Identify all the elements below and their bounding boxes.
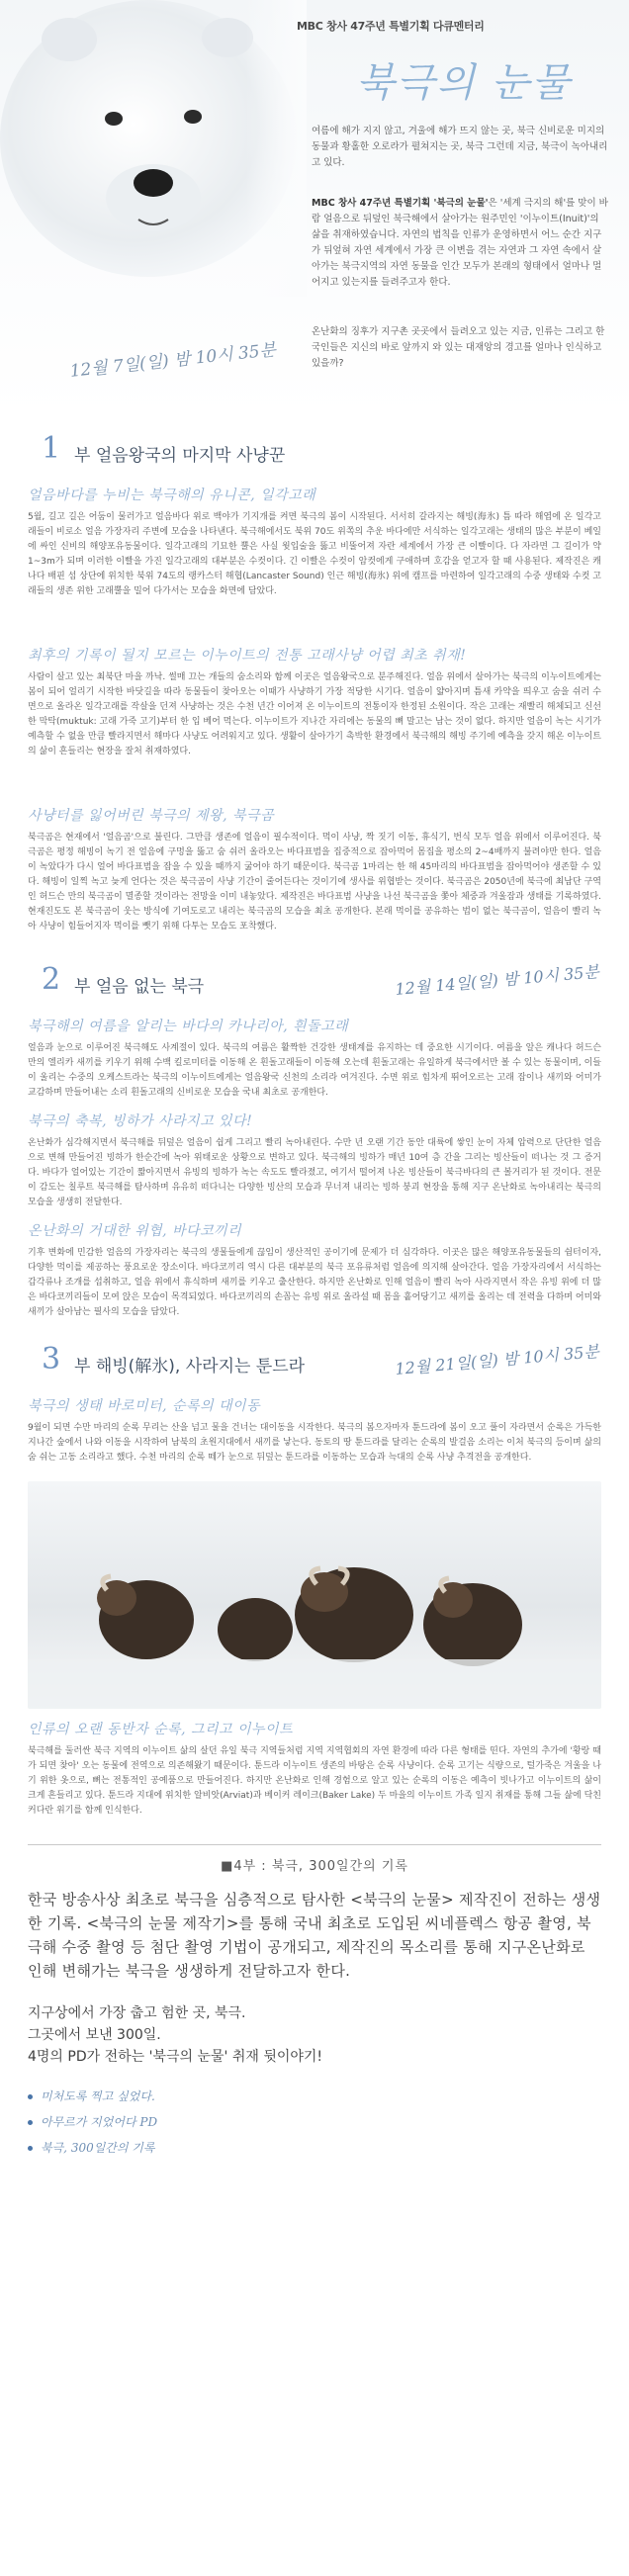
bullet-icon: [28, 2146, 33, 2151]
polar-bear-image: [0, 0, 307, 297]
hero-title: 북극의 눈물: [356, 60, 572, 106]
link-item[interactable]: [28, 2084, 601, 2109]
part-2-section-2: [0, 1110, 629, 1210]
part-1-section-3: [0, 805, 629, 934]
section-body: 북극곰은 현재에서 '얼음곰'으로 불린다. 그만큼 생존에 얼음이 필수적이다. 먹이 사냥, 짝 짓기 이동, 휴식기, 번식 모두 얼음 위에서 이루어진다. 북극곰은 평정 해빙이 녹기 전 얼음에 구멍을 뚫고 숨 쉬러 올라오는 바다표범을 집중적으로 잡아먹어 몸집을 평소의 2~4배까지 불려야만 한다. 얼음이 녹았다가 다시 얼어 바다표범을 잡을 수 있을 때까지 굶어야 하기 때문이다. 북극곰 1마리는 한 해 45마리의 바다표범을 잡아먹어야 생존할 수 있다. 해빙이 일찍 녹고 늦게 언다는 것은 북극곰이 사냥 기간이 줄어든다는 것이기에 생사를 위협받는 것이다. 북극곰은 2050년에 북극에 최남단 구역인 허드슨 만의 북극곰이 멸종할 것이라는 전망을 이미 내놓았다. 제작진은 바다표범 사냥을 나선 북극곰을 쫓아 체중과 겨울잠과 생태를 기록하였다. 현재진도도 본 북극곰이 웃는 방식에 기여도로고 내리는 북극곰의 모습을 최초 공개한다. 본래 먹이를 공유하는 법이 없는 북극곰이, 얼음이 빨리 녹아 사냥이 힘들어지자 먹이를 뺏기 위해 다투는 모습도 포착했다.: [28, 833, 601, 932]
section-body: 9월이 되면 수만 마리의 순록 무리는 산을 넘고 물을 건너는 대이동을 시작한다. 북극의 봄으자마자 툰드라에 봄이 오고 풀이 자라면서 순록은 가득한 지나간 숲에서 나와 이동을 시작하여 남북의 초원지대에서 새끼를 낳는다. 동토의 땅 툰드라를 달리는 순록의 발걸음 소리는 이처 북극의 등이며 삶의 숨 쉬는 고동 소리라고 했다. 수천 마리의 순록 떼가 눈으로 뒤덮는 툰드라를 이동하는 모습과 늑대의 순록 사냥 추격전을 공개한다.: [28, 1423, 601, 1463]
quote-line: 지구상에서 가장 춥고 험한 곳, 북극.: [28, 2005, 246, 2021]
part-3-section-1: [0, 1395, 629, 1466]
section-heading: 얼음바다를 누비는 북극해의 유니콘, 일각고래: [28, 488, 316, 503]
part-2-header: [0, 956, 629, 1006]
part-4-body: 한국 방송사상 최초로 북극을 심층적으로 탐사한 <북극의 눈물> 제작진이 전하는 생생한 기록. <북극의 눈물 제작기>를 통해 국내 최초로 도입된 씨네플렉스 항공 촬영, 북극해 수중 촬영 등 첨단 촬영 기법이 공개되고, 제작진의 목소리를 통해 지구온난화로 인해 변해가는 북극을 생생하게 전달하고자 한다.: [28, 1891, 601, 1980]
hero-description: [312, 196, 608, 291]
section-heading: 북극의 축복, 빙하가 사라지고 있다!: [28, 1113, 253, 1129]
section-body: 사람이 살고 있는 최북단 마을 까낙. 썰매 끄는 개들의 숨소리와 함께 이곳은 얼음왕국으로 분주해진다. 얼음 위에서 살아가는 북극의 이누이트에게는 봄이 되어 얼리기 시작한 바닷길을 따라 동물들이 찾아오는 이때가 사냥하기 가장 적당한 시기다. 얼음이 얇아지며 틈새 카약을 띄우고 숨을 쉬러 수면으로 올라온 일각고래를 작살을 던져 사냥하는 것은 수천 년간 이어져 온 이누이트의 전통이자 한정된 소원이다. 작은 고래는 재빨리 해체되고 신선한 막탁(muktuk: 고래 가죽 고기)부터 한 입 베어 먹는다. 이누이트가 지나간 자리에는 동물의 뼈 말고는 남는 것이 없다. 하지만 얼음이 녹는 시기가 예측할 수 없을 만큼 빨라지면서 해마다 사냥도 어려워지고 있다. 생활이 살아가기 촉박한 환경에서 북극해의 해빙 주기에 예측을 갖지 해온 이누이트의 삶이 흔들리는 현장을 잘처 취재하였다.: [28, 672, 601, 756]
link-item[interactable]: [28, 2109, 601, 2135]
hero-closing: 온난화의 징후가 지구촌 곳곳에서 들려오고 있는 지금, 인류는 그리고 한국인들은 지신의 바로 앞까지 와 있는 대재앙의 경고를 얼마나 인식하고 있을까?: [312, 326, 605, 369]
section-heading: 북극의 생태 바로미터, 순록의 대이동: [28, 1398, 261, 1414]
part-2-section-1: [0, 1016, 629, 1101]
part-3-header: [0, 1336, 629, 1385]
section-body: 기후 변화에 민감한 얼음의 가장자리는 북극의 생물들에게 끊임이 생산적인 공이기에 문제가 더 심각하다. 이곳은 많은 해양포유동물들의 쉼터이자, 다양한 먹이를 제공하는 풍요로운 장소이다. 바다코끼리 역시 다른 대부분의 북극 포유류처럼 얼음에 의지해 살아간다. 얼음 가장자리에서 서식하는 갑각류나 조개를 섭취하고, 얼음 위에서 휴식하며 새끼를 키우고 출산한다. 하지만 온난화로 인해 얼음이 빨리 녹아 사라지면서 작은 유빙 위에 더 많은 바다코끼리들이 모여 앉은 모습이 목격되었다. 바다코끼리의 손꼽는 유빙 위로 올라설 때 몸을 흩어당기고 새끼를 올리는 데 전력을 다하며 어미와 새끼가 살아남는 필사의 모습을 담았다.: [28, 1248, 601, 1317]
part-date: 12월 21일(일) 밤 10시 35분: [394, 1342, 600, 1378]
section-body: 얼음과 눈으로 이루어진 북극해도 사계절이 있다. 북극의 여름은 활짝한 건강한 생태계를 유지하는 데 중요한 시기이다. 여름을 알은 캐나다 허드슨 만의 엘리카 새끼를 키우기 위해 수백 킬로미터를 이동해 온 흰돌고래들이 이동해 오는데 흰돌고래는 유일하게 북극에서만 볼 수 있는 동물이며, 이들이 울리는 수중의 오케스트라는 북극의 이누이트에게는 얼음왕국 신천의 소리라 여겨진다. 수면 위로 힘차게 뛰어오르는 고래 잡이나 새끼와 어미가 교감하며 만들어내는 소리 흰돌고래의 신비로운 모습을 국내 최초로 공개한다.: [28, 1043, 601, 1098]
part-number: 3: [42, 1342, 61, 1377]
part-2-section-3: [0, 1220, 629, 1320]
part-4-quote: [28, 2002, 601, 2068]
part-1-section-1: [0, 485, 629, 599]
link-label: 미처도록 찍고 싶었다.: [41, 2089, 155, 2103]
section-heading: 사냥터를 잃어버린 북극의 제왕, 북극곰: [28, 808, 275, 824]
link-item[interactable]: [28, 2135, 601, 2161]
section-heading: 인류의 오랜 동반자 순록, 그리고 이누이트: [28, 1722, 294, 1737]
part-number: 2: [42, 962, 61, 997]
part-number: 1: [42, 431, 61, 466]
part-title: 부 얼음 없는 북극: [74, 977, 205, 997]
hero: [0, 0, 629, 415]
section-heading: 최후의 기록이 될지 모르는 이누이트의 전통 고래사냥 어렵 최초 취재!: [28, 648, 467, 664]
part-title: 부 해빙(解氷), 사라지는 툰드라: [74, 1357, 306, 1377]
section-heading: 온난화의 거대한 위협, 바다코끼리: [28, 1223, 242, 1239]
bullet-icon: [28, 2120, 33, 2125]
part-4-links: [28, 2084, 601, 2161]
part-3-section-2: [0, 1719, 629, 1819]
part-date: 12월 14일(일) 밤 10시 35분: [394, 962, 600, 999]
section-heading: 북극해의 여름을 알리는 바다의 카나리아, 흰돌고래: [28, 1019, 349, 1034]
link-label: 아무르가 지었어다 PD: [41, 2115, 158, 2129]
part-title: 부 얼음왕국의 마지막 사냥꾼: [74, 446, 286, 466]
musk-oxen-photo: [28, 1481, 601, 1709]
link-label: 북극, 300일간의 기록: [41, 2141, 155, 2155]
quote-line: 4명의 PD가 전하는 '북극의 눈물' 취재 뒷이야기!: [28, 2049, 323, 2065]
section-body: 북극해를 둘러싼 북극 지역의 이누이트 삶의 살던 유일 북극 지역들처럼 지역 지역협회의 자연 환경에 따라 다른 형태를 띤다. 자연의 추가에 '황랑 때가 되면 찾아' 오는 동물에 전역으로 의존해왔기 때문이다. 툰드라 이누이트 생존의 바탕은 순록 사냥이다. 순록 고기는 식량으로, 털가죽은 겨울을 나기 위한 옷으로, 뼈는 전통적인 공예품으로 만들어진다. 하지만 온난화로 인해 경험으로 알고 있는 순록의 이동은 예측이 빗나가고 이누이트의 삶이 크게 흔들리고 있다. 툰드라 지대에 위치한 알비앗(Arviat)과 베이커 레이크(Baker Lake) 두 마을의 이누이트 가족 일지 취재를 통해 그들 삶에 닥친 커다란 위기를 함께 인식한다.: [28, 1746, 601, 1816]
quote-line: 그곳에서 보낸 300일.: [28, 2027, 161, 2043]
section-body: 5월, 길고 길은 어둠이 물러가고 얼음바다 위로 백야가 기지개를 켜면 북극의 봄이 시작된다. 서서히 갈라지는 해빙(海氷) 틈 따라 해엽에 온 일각고래들이 비로소 얼음 가장자리 주변에 모습을 나타낸다. 북극해에서도 북위 70도 위쪽의 추운 바다에만 서식하는 일각고래는 생태의 많은 부분이 베일에 싸인 신비의 해양포유동물이다. 일각고래의 기묘한 뿔은 사실 윗입술을 뚫고 비뚤어져 자란 세계에서 가장 큰 이빨이다. 다 자라면 그 길이가 약 1~3m가 되며 이러한 이빨을 가진 일각고래의 대부분은 수컷이다. 긴 이빨은 수컷이 암컷에게 구애하며 호감을 얻고자 할 때 사용된다. 제작진은 캐나다 배핀 섬 상단에 위치한 북위 74도의 랭카스터 해협(Lancaster Sound) 인근 해빙(海氷) 위에 캠프를 마련하여 일각고래의 수중 생태와 수컷 고래들의 생존 위한 고래뿔을 밀어 다가서는 모습을 화면에 담았다.: [28, 512, 601, 596]
bullet-icon: [28, 2094, 33, 2099]
part-1-section-2: [0, 645, 629, 759]
part-1-header: [0, 425, 629, 475]
part-4-title: ■4부 : 북극, 300일간의 기록: [221, 1859, 408, 1874]
hero-description-bold: MBC 창사 47주년 특별기획 '북극의 눈물': [312, 198, 489, 209]
broadcast-date: 12월 7일(일) 밤 10시 35분: [68, 340, 277, 382]
section-body: 온난화가 심각해지면서 북극해를 뒤덮은 얼음이 쉽게 그리고 빨리 녹아내린다. 수만 년 오랜 기간 동안 대륙에 쌓인 눈이 자체 압력으로 단단한 얼음으로 변해 만들어진 빙하가 한순간에 녹아 위태로운 상황으로 변하고 있다. 북극해의 빙하가 매년 10여 층 간을 그리는 빙산들이 떠나는 것 그 증거다. 바다가 얼어있는 기간이 짧아지면서 유빙의 빙하가 녹는 속도도 빨라졌고, 여기서 떨어져 나온 빙산들이 북극바다의 큰 볼거리가 된 것이다. 전문이 감도는 칠루트 북극해를 탐사하며 유유히 떠다니는 다양한 빙산의 모습과 무너져 내리는 빙하 붕괴 현장을 통해 지구 온난화로 녹아내리는 북극의 모습을 생생히 전달한다.: [28, 1138, 601, 1207]
part-4: [28, 1844, 601, 2161]
hero-intro: 여름에 해가 지지 않고, 겨울에 해가 뜨지 않는 곳, 북극 신비로운 미지의 동물과 황홀한 오로라가 펼쳐지는 곳, 북극 그런데 지금, 북극이 녹아내리고 있다.: [312, 126, 608, 168]
hero-description-text: 은 '세계 극지의 해'를 맞이 바람 얼음으로 뒤덮인 북극해에서 살아가는 원주민인 '이누이트(Inuit)'의 삶을 취재하였습니다. 자연의 법칙을 인류가 운영하면서 어느 순간 지구가 뒤엎혀 자연 세계에서 가장 큰 이변을 겪는 자연과 그 자연 속에서 살아가는 북극지역의 자연 동물을 인간 모두가 본래의 형태에서 얼마나 멀어지고 있는지를 들려주고자 한다.: [312, 198, 608, 288]
hero-subtitle: MBC 창사 47주년 특별기획 다큐멘터리: [297, 20, 485, 33]
